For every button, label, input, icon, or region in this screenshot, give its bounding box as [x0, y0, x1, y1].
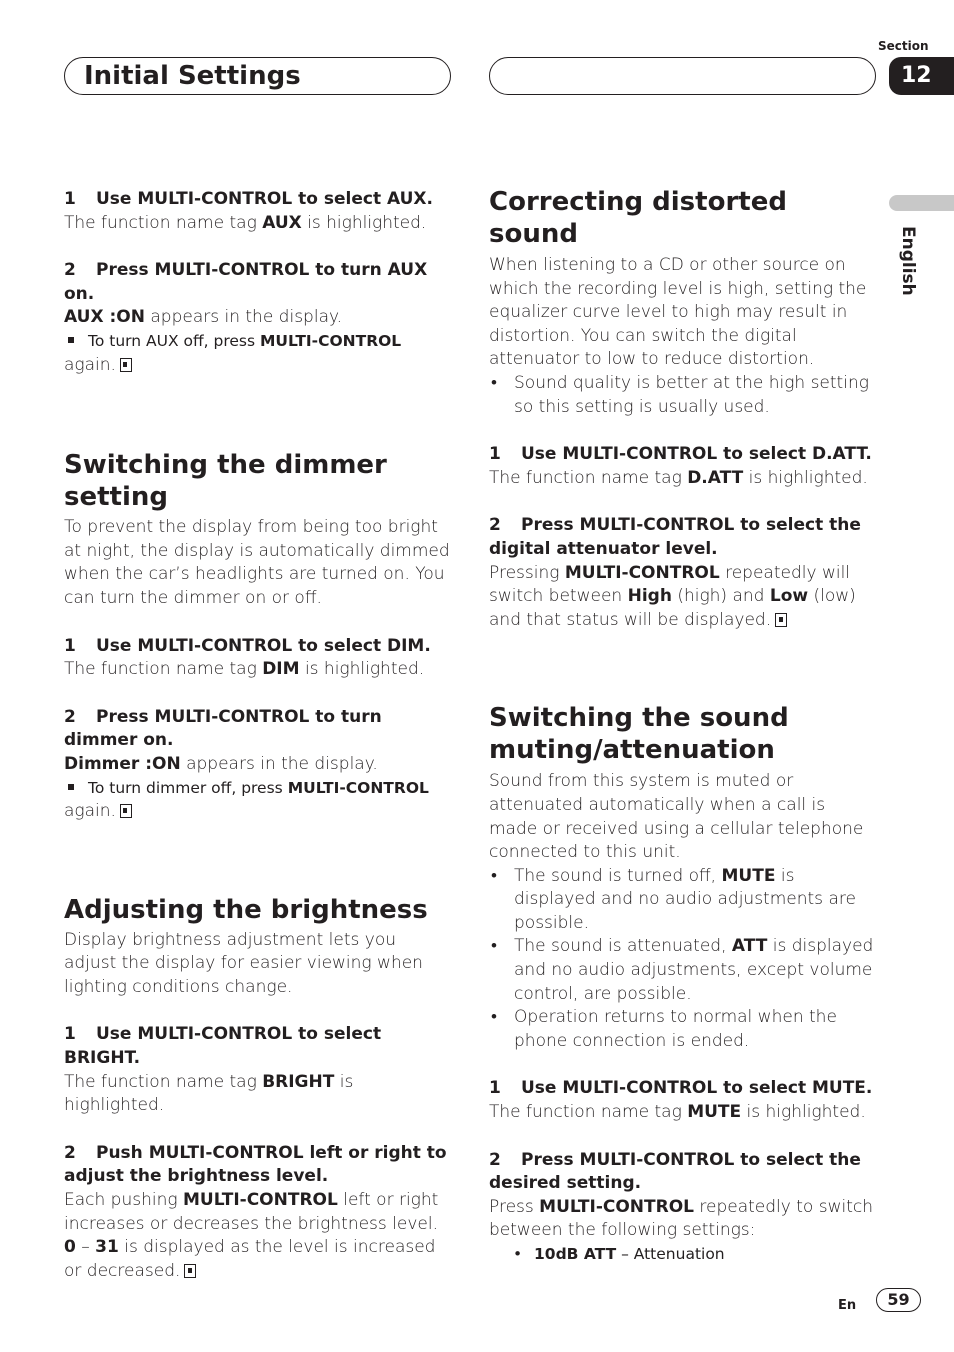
- datt-step-2-text: Pressing MULTI-CONTROL repeatedly will switch between High (high) and Low (low) and that status will be displayed.: [489, 562, 856, 630]
- bright-step-1-text: The function name tag BRIGHT is highlighted.: [64, 1071, 354, 1116]
- mute-step-2: 2 Press MULTI-CONTROL to select the desired setting.: [489, 1149, 861, 1194]
- page-number: 59: [876, 1288, 921, 1312]
- section-number: 12: [889, 57, 954, 95]
- section-label: Section: [878, 39, 929, 53]
- left-column: [64, 188, 450, 1283]
- aux-note: To turn AUX off, press MULTI-CONTROL: [64, 330, 450, 354]
- bright-step-2: 2 Push MULTI-CONTROL left or right to adjust the brightness level.: [64, 1142, 447, 1187]
- muting-heading: Switching the sound muting/attenuation: [489, 703, 789, 766]
- datt-step-2: 2 Press MULTI-CONTROL to select the digital attenuator level.: [489, 515, 861, 559]
- mute-step-1: 1 Use MULTI-CONTROL to select MUTE.: [489, 1078, 873, 1099]
- bright-step-2-text: Each pushing MULTI-CONTROL left or right increases or decreases the brightness level. 0 – 31 is displayed as the level is increased or decreased.: [64, 1190, 439, 1281]
- aux-step-1: 1 Use MULTI-CONTROL to select AUX.: [64, 189, 433, 209]
- end-mark-icon: [775, 613, 787, 627]
- brightness-intro: Display brightness adjustment lets you adjust the display for easier viewing when lighting conditions change.: [64, 929, 423, 997]
- header-right-frame: [489, 57, 876, 95]
- dimmer-intro: To prevent the display from being too bright at night, the display is automatically dimmed when the car’s headlights are turned on. You can turn the dimmer on or off.: [64, 517, 450, 608]
- dim-step-1-text: The function name tag DIM is highlighted.: [64, 659, 425, 680]
- end-mark-icon: [120, 358, 132, 372]
- distortion-bullet: • Sound quality is better at the high setting so this setting is usually used.: [489, 372, 875, 419]
- aux-step-1-text: The function name tag AUX is highlighted.: [64, 212, 427, 233]
- muting-bullet-mute: • The sound is turned off, MUTE is displayed and no audio adjustments are possible.: [489, 865, 875, 936]
- datt-step-1-text: The function name tag D.ATT is highlighted.: [489, 467, 868, 488]
- distortion-intro: When listening to a CD or other source on which the recording level is high, setting the equalizer curve level to high may result in distortion. You can switch the digital attenuator to low to reduce distortion.: [489, 255, 867, 370]
- language-tab-bar: [889, 195, 954, 211]
- mute-step-2-text: Press MULTI-CONTROL repeatedly to switch between the following settings:: [489, 1196, 873, 1241]
- brightness-heading: Adjusting the brightness: [64, 894, 428, 925]
- muting-bullet-att: • The sound is attenuated, ATT is displayed and no audio adjustments, except volume control, are possible.: [489, 935, 875, 1006]
- distortion-heading: Correcting distorted sound: [489, 187, 787, 249]
- aux-step-2-text: AUX :ON appears in the display.: [64, 307, 343, 328]
- footer-language: En: [838, 1298, 857, 1313]
- aux-step-2: 2 Press MULTI-CONTROL to turn AUX on.: [64, 260, 428, 304]
- mute-step-1-text: The function name tag MUTE is highlighted.: [489, 1102, 866, 1123]
- muting-intro: Sound from this system is muted or attenuated automatically when a call is made or received using a cellular telephone connected to this unit.: [489, 771, 864, 863]
- dim-step-1: 1 Use MULTI-CONTROL to select DIM.: [64, 635, 431, 656]
- end-mark-icon: [184, 1264, 196, 1278]
- aux-note-end: again.: [64, 354, 450, 378]
- dimmer-heading: Switching the dimmer setting: [64, 450, 387, 513]
- right-column: [489, 186, 875, 1267]
- muting-bullet-normal: • Operation returns to normal when the phone connection is ended.: [489, 1006, 875, 1053]
- end-mark-icon: [120, 804, 132, 818]
- note-square-icon: [68, 337, 74, 343]
- note-square-icon: [68, 784, 74, 790]
- dim-note-end: again.: [64, 800, 450, 824]
- language-tab-label: English: [898, 226, 918, 296]
- dim-step-2: 2 Press MULTI-CONTROL to turn dimmer on.: [64, 706, 382, 751]
- mute-option-10db: • 10dB ATT – Attenuation: [511, 1243, 875, 1267]
- bright-step-1: 1 Use MULTI-CONTROL to select BRIGHT.: [64, 1024, 382, 1069]
- dim-step-2-text: Dimmer :ON appears in the display.: [64, 753, 378, 774]
- dim-note: To turn dimmer off, press MULTI-CONTROL: [64, 777, 450, 801]
- page-title: Initial Settings: [84, 61, 301, 91]
- datt-step-1: 1 Use MULTI-CONTROL to select D.ATT.: [489, 444, 872, 465]
